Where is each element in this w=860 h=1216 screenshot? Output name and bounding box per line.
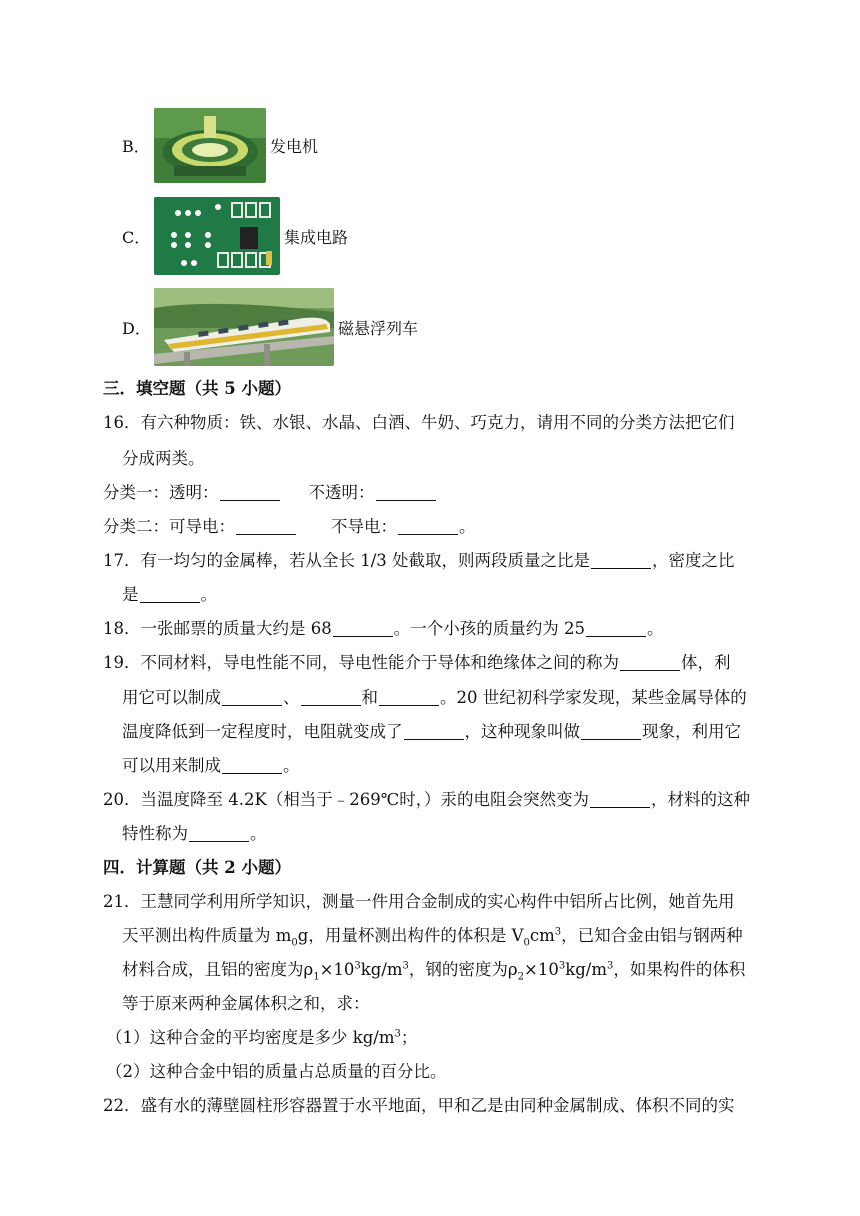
q20-text: 20．当温度降至 4.2K（相当于﹣269℃时，）汞的电阻会突然变为 — [103, 790, 590, 809]
answer-blank[interactable] — [333, 619, 393, 637]
q19-line-1 — [103, 652, 731, 674]
answer-blank[interactable] — [590, 790, 650, 808]
q19-text: 。 — [283, 756, 300, 775]
q19-line-2 — [122, 687, 747, 709]
q21-part-1 — [106, 1027, 417, 1049]
q17-text-b: ，密度之比 — [652, 551, 735, 570]
q16-c2-label-a: 分类二：可导电： — [103, 517, 235, 536]
q17-text-a: 17．有一均匀的金属棒，若从全长 1/3 处截取，则两段质量之比是 — [103, 551, 591, 570]
q21-text: kg/m — [360, 960, 403, 979]
q21-subscript: 1 — [313, 971, 320, 983]
maglev-train-photo-icon — [154, 288, 334, 366]
q21-subscript: 0 — [291, 937, 298, 949]
answer-blank[interactable] — [220, 483, 280, 501]
q21-text: ×10 — [319, 960, 355, 979]
q18-text-a: 18．一张邮票的质量大约是 68 — [103, 619, 332, 638]
q21-text: ×10 — [524, 960, 559, 979]
q19-text: 、 — [283, 688, 300, 707]
q19-line-3 — [122, 721, 741, 743]
q17-line-1 — [103, 550, 735, 572]
q21-superscript: 3 — [554, 926, 562, 938]
q19-text: 19．不同材料，导电性能不同，导电性能介于导体和绝缘体之间的称为 — [103, 653, 619, 672]
q21-text: cm — [529, 926, 555, 945]
circuit-board-photo-icon — [154, 197, 280, 275]
q17-line-2 — [122, 584, 217, 606]
q22-line-1: 22．盛有水的薄壁圆柱形容器置于水平地面，甲和乙是由同种金属制成、体积不同的实 — [103, 1096, 735, 1115]
answer-blank[interactable] — [586, 619, 646, 637]
q21-part-text: （1）这种合金的平均密度是多少 kg/m — [106, 1028, 395, 1047]
option-caption: 集成电路 — [284, 227, 349, 247]
option-letter: C． — [122, 227, 151, 247]
q16-line-1: 16．有六种物质：铁、水银、水晶、白酒、牛奶、巧克力，请用不同的分类方法把它们 — [103, 413, 735, 432]
section-heading-fill-in: 三．填空题（共 5 小题） — [103, 379, 291, 398]
q20-text: ，材料的这种 — [651, 790, 751, 809]
q19-line-4 — [122, 755, 300, 777]
q19-text: 用它可以制成 — [122, 688, 221, 707]
q16-classification-1 — [103, 482, 437, 504]
q21-superscript: 3 — [558, 960, 566, 972]
q18-line — [103, 618, 664, 640]
q21-superscript: 3 — [402, 960, 409, 972]
q16-classification-2 — [103, 516, 476, 538]
answer-blank[interactable] — [189, 824, 249, 842]
q16-c1-label-a: 分类一：透明： — [103, 483, 219, 502]
q19-text: 现象，利用它 — [642, 722, 741, 741]
q21-subscript: 0 — [523, 937, 530, 949]
answer-blank[interactable] — [222, 688, 282, 706]
answer-blank[interactable] — [140, 585, 200, 603]
q21-line-2 — [122, 925, 743, 947]
answer-blank[interactable] — [301, 688, 361, 706]
q17-text-c: 是 — [122, 585, 139, 604]
option-caption: 发电机 — [270, 137, 319, 156]
q21-superscript: 3 — [354, 960, 361, 972]
answer-blank[interactable] — [581, 722, 641, 740]
answer-blank[interactable] — [236, 517, 296, 535]
section-heading-calculation: 四．计算题（共 2 小题） — [103, 858, 291, 877]
q21-line-4: 等于原来两种金属体积之和，求： — [122, 994, 370, 1013]
option-c — [122, 197, 348, 275]
answer-blank[interactable] — [376, 483, 436, 501]
q21-text: ，钢的密度为ρ — [408, 960, 518, 979]
option-letter: B． — [122, 137, 150, 156]
q21-text: ，如果构件的体积 — [613, 960, 746, 979]
q16-c1-label-b: 不透明： — [308, 483, 375, 502]
q19-text: 和 — [361, 688, 378, 707]
option-d — [122, 288, 418, 366]
answer-blank[interactable] — [222, 756, 282, 774]
q19-text: ，这种现象叫做 — [464, 722, 580, 741]
q20-text: 特性称为 — [122, 824, 188, 843]
answer-blank[interactable] — [620, 653, 680, 671]
q21-superscript: 3 — [394, 1028, 401, 1040]
q20-line-2 — [122, 823, 267, 845]
q18-text-b: 。一个小孩的质量约为 25 — [393, 619, 585, 638]
q17-text-d: 。 — [200, 585, 217, 604]
generator-photo-icon — [154, 108, 266, 183]
q21-line-1: 21．王慧同学利用所学知识，测量一件用合金制成的实心构件中铝所占比例，她首先用 — [103, 892, 735, 911]
option-letter: D． — [122, 318, 151, 338]
option-b — [122, 108, 318, 183]
q21-part-2: （2）这种合金中铝的质量占总质量的百分比。 — [106, 1062, 447, 1081]
q19-text: 体，利 — [681, 653, 731, 672]
q21-superscript: 3 — [606, 960, 614, 972]
q21-text: ，已知合金由铝与钢两种 — [561, 926, 743, 945]
q21-part-text: ； — [400, 1028, 418, 1047]
punctuation: 。 — [459, 517, 476, 536]
q21-text: 天平测出构件质量为 m — [122, 926, 292, 945]
q19-text: 可以用来制成 — [122, 756, 221, 775]
q16-line-2: 分成两类。 — [122, 449, 205, 468]
option-caption: 磁悬浮列车 — [338, 318, 419, 338]
answer-blank[interactable] — [404, 722, 464, 740]
answer-blank[interactable] — [591, 551, 651, 569]
q21-text: 材料合成，且铝的密度为ρ — [122, 960, 314, 979]
q21-text: g，用量杯测出构件的体积是 V — [297, 926, 524, 945]
q19-text: 。20 世纪初科学家发现，某些金属导体的 — [440, 688, 747, 707]
q20-text: 。 — [250, 824, 267, 843]
q18-text-c: 。 — [647, 619, 664, 638]
q21-subscript: 2 — [517, 971, 524, 983]
q16-c2-label-b: 不导电： — [331, 517, 397, 536]
answer-blank[interactable] — [398, 517, 458, 535]
q21-text: kg/m — [565, 960, 607, 979]
q19-text: 温度降低到一定程度时，电阻就变成了 — [122, 722, 403, 741]
q20-line-1 — [103, 789, 750, 811]
q21-line-3 — [122, 959, 745, 981]
answer-blank[interactable] — [379, 688, 439, 706]
